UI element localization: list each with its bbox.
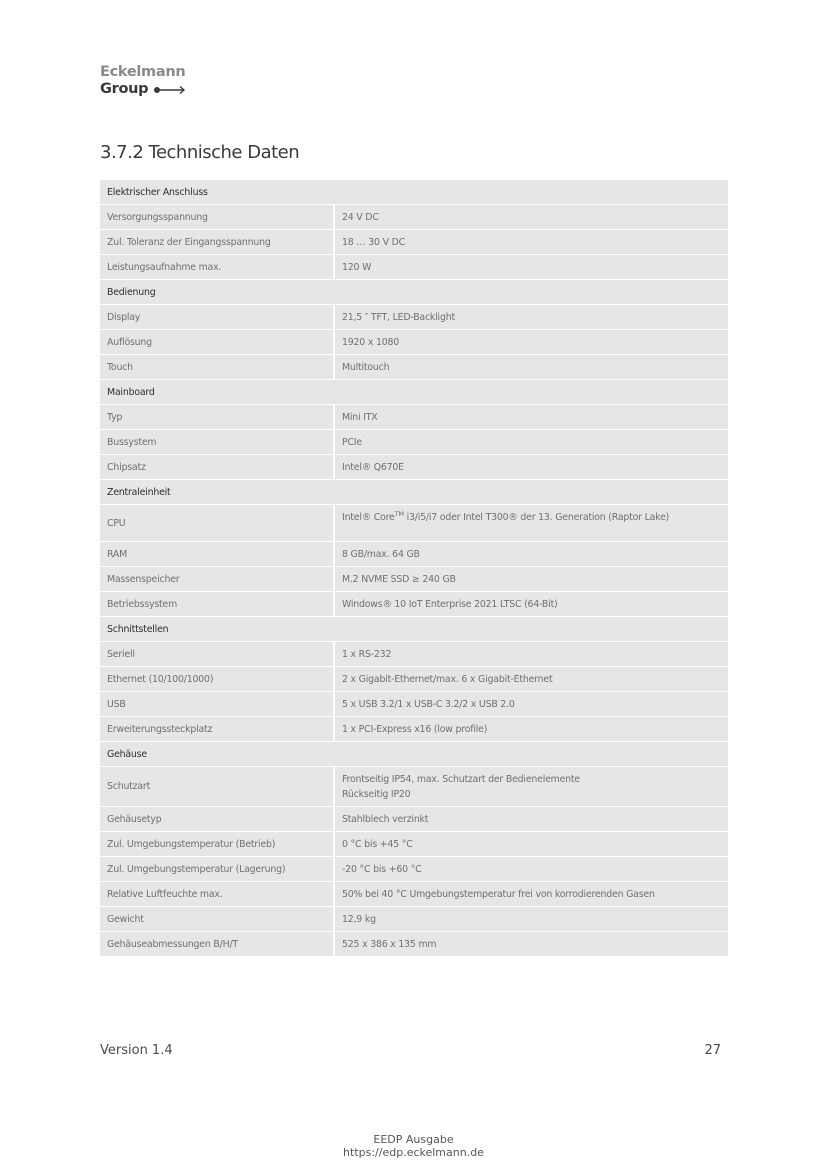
table-row <box>100 767 728 807</box>
technical-data-body <box>100 180 728 957</box>
spec-value: PCIe <box>335 430 728 455</box>
table-row <box>100 305 728 330</box>
spec-label: Typ <box>100 405 335 430</box>
section-header-row <box>100 380 728 405</box>
spec-value: 5 x USB 3.2/1 x USB-C 3.2/2 x USB 2.0 <box>335 692 728 717</box>
table-row <box>100 857 728 882</box>
spec-label: CPU <box>100 505 335 542</box>
spec-label: USB <box>100 692 335 717</box>
spec-value: Multitouch <box>335 355 728 380</box>
spec-label: Chipsatz <box>100 455 335 480</box>
table-row <box>100 330 728 355</box>
spec-label: Display <box>100 305 335 330</box>
spec-value: 24 V DC <box>335 205 728 230</box>
spec-value: Intel® Q670E <box>335 455 728 480</box>
spec-value-line: Rückseitig IP20 <box>342 788 411 800</box>
section-header: Bedienung <box>100 280 728 305</box>
spec-label: Relative Luftfeuchte max. <box>100 882 335 907</box>
spec-value: Windows® 10 IoT Enterprise 2021 LTSC (64-Bit) <box>335 592 728 617</box>
spec-label: Gewicht <box>100 907 335 932</box>
page-title: 3.7.2 Technische Daten <box>100 142 300 163</box>
table-row <box>100 405 728 430</box>
spec-label: Betriebssystem <box>100 592 335 617</box>
table-row <box>100 807 728 832</box>
company-logo <box>100 64 187 98</box>
spec-value: M.2 NVME SSD ≥ 240 GB <box>335 567 728 592</box>
table-row <box>100 932 728 957</box>
spec-value: 12,9 kg <box>335 907 728 932</box>
spec-label: Zul. Toleranz der Eingangsspannung <box>100 230 335 255</box>
spec-value: 0 °C bis +45 °C <box>335 832 728 857</box>
table-row <box>100 567 728 592</box>
logo-line-group <box>100 81 187 98</box>
spec-label: Ethernet (10/100/1000) <box>100 667 335 692</box>
table-row <box>100 205 728 230</box>
logo-line-eckelmann: Eckelmann <box>100 64 186 80</box>
spec-value: 2 x Gigabit-Ethernet/max. 6 x Gigabit-Ethernet <box>335 667 728 692</box>
table-row <box>100 505 728 542</box>
spec-label: Zul. Umgebungstemperatur (Lagerung) <box>100 857 335 882</box>
spec-value-line: Frontseitig IP54, max. Schutzart der Bedienelemente <box>342 773 580 785</box>
technical-data-table <box>100 180 728 957</box>
spec-value: 1 x RS-232 <box>335 642 728 667</box>
spec-value: 525 x 386 x 135 mm <box>335 932 728 957</box>
table-row <box>100 430 728 455</box>
section-header: Schnittstellen <box>100 617 728 642</box>
section-header: Gehäuse <box>100 742 728 767</box>
table-row <box>100 882 728 907</box>
spec-label: Massenspeicher <box>100 567 335 592</box>
trademark-superscript: TM <box>394 510 404 518</box>
spec-value-part: Intel® Core <box>342 512 395 524</box>
spec-value: 21,5 ″ TFT, LED-Backlight <box>335 305 728 330</box>
section-header-row <box>100 742 728 767</box>
spec-value-part: i3/i5/i7 oder Intel T300® der 13. Generation (Raptor Lake) <box>403 512 670 524</box>
spec-value: 8 GB/max. 64 GB <box>335 542 728 567</box>
section-header-row <box>100 480 728 505</box>
section-header-row <box>100 180 728 205</box>
spec-label: Touch <box>100 355 335 380</box>
section-header: Mainboard <box>100 380 728 405</box>
footer-version: Version 1.4 <box>100 1043 173 1058</box>
table-row <box>100 642 728 667</box>
table-row <box>100 907 728 932</box>
table-row <box>100 255 728 280</box>
spec-label: Gehäuseabmessungen B/H/T <box>100 932 335 957</box>
section-header: Elektrischer Anschluss <box>100 180 728 205</box>
logo-line-group-text: Group <box>100 81 149 97</box>
spec-value <box>335 505 728 542</box>
table-row <box>100 455 728 480</box>
spec-label: Erweiterungssteckplatz <box>100 717 335 742</box>
spec-value: 1920 x 1080 <box>335 330 728 355</box>
section-header: Zentraleinheit <box>100 480 728 505</box>
spec-value: 50% bei 40 °C Umgebungstemperatur frei von korrodierenden Gasen <box>335 882 728 907</box>
table-row <box>100 592 728 617</box>
eedp-url: https://edp.eckelmann.de <box>343 1146 484 1159</box>
arrow-right-icon <box>153 85 187 95</box>
spec-label: Zul. Umgebungstemperatur (Betrieb) <box>100 832 335 857</box>
spec-value: -20 °C bis +60 °C <box>335 857 728 882</box>
section-header-row <box>100 280 728 305</box>
spec-label: Versorgungsspannung <box>100 205 335 230</box>
spec-value: 120 W <box>335 255 728 280</box>
table-row <box>100 542 728 567</box>
spec-value-lines <box>342 772 721 802</box>
table-row <box>100 717 728 742</box>
spec-label: Schutzart <box>100 767 335 807</box>
spec-label: Gehäusetyp <box>100 807 335 832</box>
eedp-label: EEDP Ausgabe <box>373 1133 454 1146</box>
spec-label: Bussystem <box>100 430 335 455</box>
section-header-row <box>100 617 728 642</box>
table-row <box>100 230 728 255</box>
spec-value: 1 x PCI-Express x16 (low profile) <box>335 717 728 742</box>
table-row <box>100 355 728 380</box>
spec-label: RAM <box>100 542 335 567</box>
spec-value <box>335 767 728 807</box>
table-row <box>100 832 728 857</box>
spec-label: Auflösung <box>100 330 335 355</box>
table-row <box>100 667 728 692</box>
spec-label: Seriell <box>100 642 335 667</box>
spec-label: Leistungsaufnahme max. <box>100 255 335 280</box>
spec-value: 18 … 30 V DC <box>335 230 728 255</box>
spec-value: Mini ITX <box>335 405 728 430</box>
table-row <box>100 692 728 717</box>
page-number: 27 <box>704 1043 721 1058</box>
eedp-footer <box>0 1133 827 1159</box>
spec-value: Stahlblech verzinkt <box>335 807 728 832</box>
